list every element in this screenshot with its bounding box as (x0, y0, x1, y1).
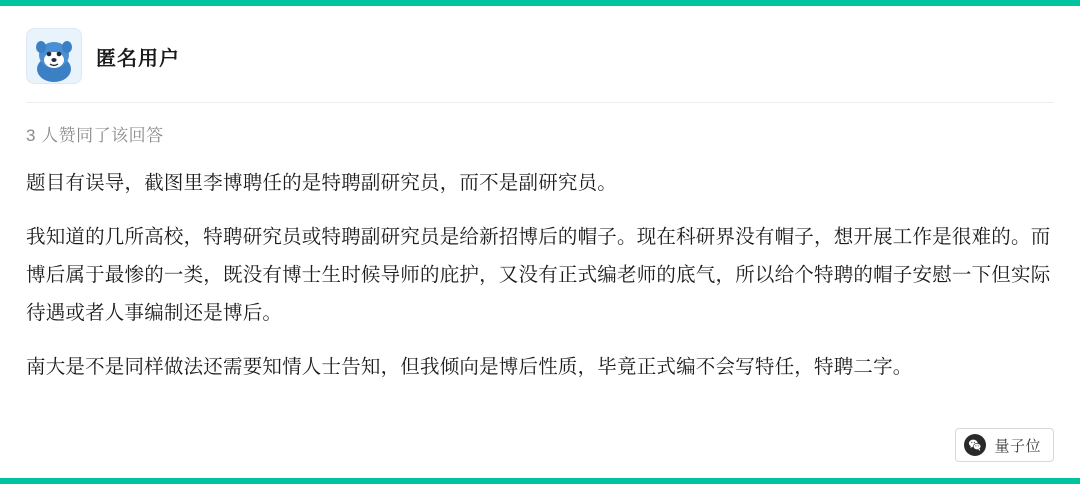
answer-paragraph: 南大是不是同样做法还需要知情人士告知，但我倾向是博后性质，毕竟正式编不会写特任，特聘二字。 (26, 356, 913, 379)
author-row (26, 24, 1054, 88)
answer-body (26, 164, 1054, 386)
watermark-label: 量子位 (994, 437, 1041, 455)
header-divider (26, 102, 1054, 103)
watermark-badge (955, 428, 1054, 462)
answer-paragraph: 题目有误导，截图里李博聘任的是特聘副研究员，而不是副研究员。 (26, 172, 618, 194)
wechat-official-account-icon (964, 434, 986, 456)
vote-count-label: 3 人赞同了该回答 (26, 126, 164, 145)
anonymous-user-avatar-icon[interactable] (26, 28, 82, 84)
answer-card (0, 6, 1080, 478)
answer-paragraph: 我知道的几所高校，特聘研究员或特聘副研究员是给新招博后的帽子。现在科研界没有帽子，想开展工作是很难的。而博后属于最惨的一类，既没有博士生时候导师的庇护，又没有正式编老师的底气，所以给个特聘的帽子安慰一下但实际待遇或者人事编制还是博后。 (26, 226, 1051, 325)
author-name[interactable]: 匿名用户 (96, 47, 180, 70)
